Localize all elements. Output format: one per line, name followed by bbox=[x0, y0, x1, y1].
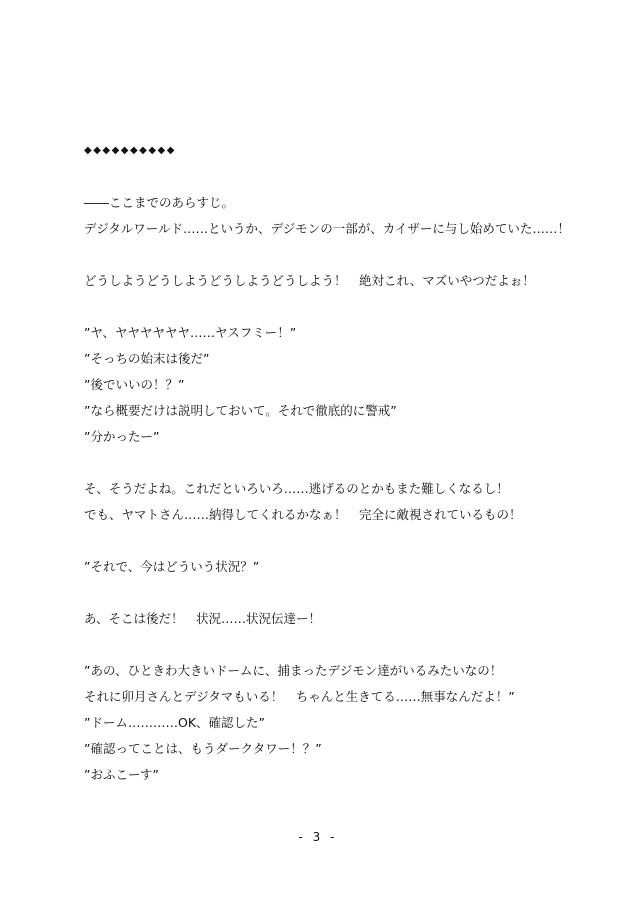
text-line: ――ここまでのあらすじ。 bbox=[84, 195, 235, 210]
text-line: どうしようどうしようどうしようどうしよう！ 絶対これ、マズいやつだよぉ！ bbox=[84, 273, 535, 288]
text-line: ”後でいいの！？” bbox=[84, 377, 185, 392]
text-line: それに卯月さんとデジタマもいる！ ちゃんと生きてる……無事なんだよ！” bbox=[84, 689, 515, 704]
text-line: でも、ヤマトさん……納得してくれるかなぁ！ 完全に敵視されているもの！ bbox=[84, 507, 522, 522]
text-line: ”そっちの始末は後だ” bbox=[84, 351, 210, 366]
page-number: - 3 - bbox=[298, 830, 338, 844]
text-line: そ、そうだよね。これだといろいろ……逃げるのとかもまた難しくなるし！ bbox=[84, 481, 509, 496]
text-line: ”分かったー” bbox=[84, 429, 160, 444]
text-line: ”おふこーす” bbox=[84, 767, 159, 782]
blank-line bbox=[84, 580, 564, 606]
text-line: デジタルワールド……というか、デジモンの一部が、カイザーに与し始めていた……！ bbox=[84, 221, 570, 236]
text-line: ”ドーム…………OK、確認した” bbox=[84, 715, 265, 730]
text-body bbox=[84, 138, 570, 788]
blank-line bbox=[84, 632, 564, 658]
text-line: ”それで、今はどういう状況？” bbox=[84, 559, 260, 574]
text-line: あ、そこは後だ！ 状況……状況伝達ー！ bbox=[84, 611, 322, 626]
blank-line bbox=[84, 528, 564, 554]
blank-line bbox=[84, 294, 564, 320]
text-line: ”確認ってことは、もうダークタワー！？” bbox=[84, 741, 322, 756]
blank-line bbox=[84, 450, 564, 476]
blank-line bbox=[84, 164, 564, 190]
text-line: ”なら概要だけは説明しておいて。それで徹底的に警戒” bbox=[84, 403, 397, 418]
section-separator: ◆◆◆◆◆◆◆◆◆◆ bbox=[84, 145, 176, 156]
text-line: ”あの、ひときわ大きいドームに、捕まったデジモン達がいるみたいなの！ bbox=[84, 663, 503, 678]
blank-line bbox=[84, 242, 564, 268]
text-line: ”ヤ、ヤヤヤヤヤヤ……ヤスフミー！” bbox=[84, 325, 297, 340]
